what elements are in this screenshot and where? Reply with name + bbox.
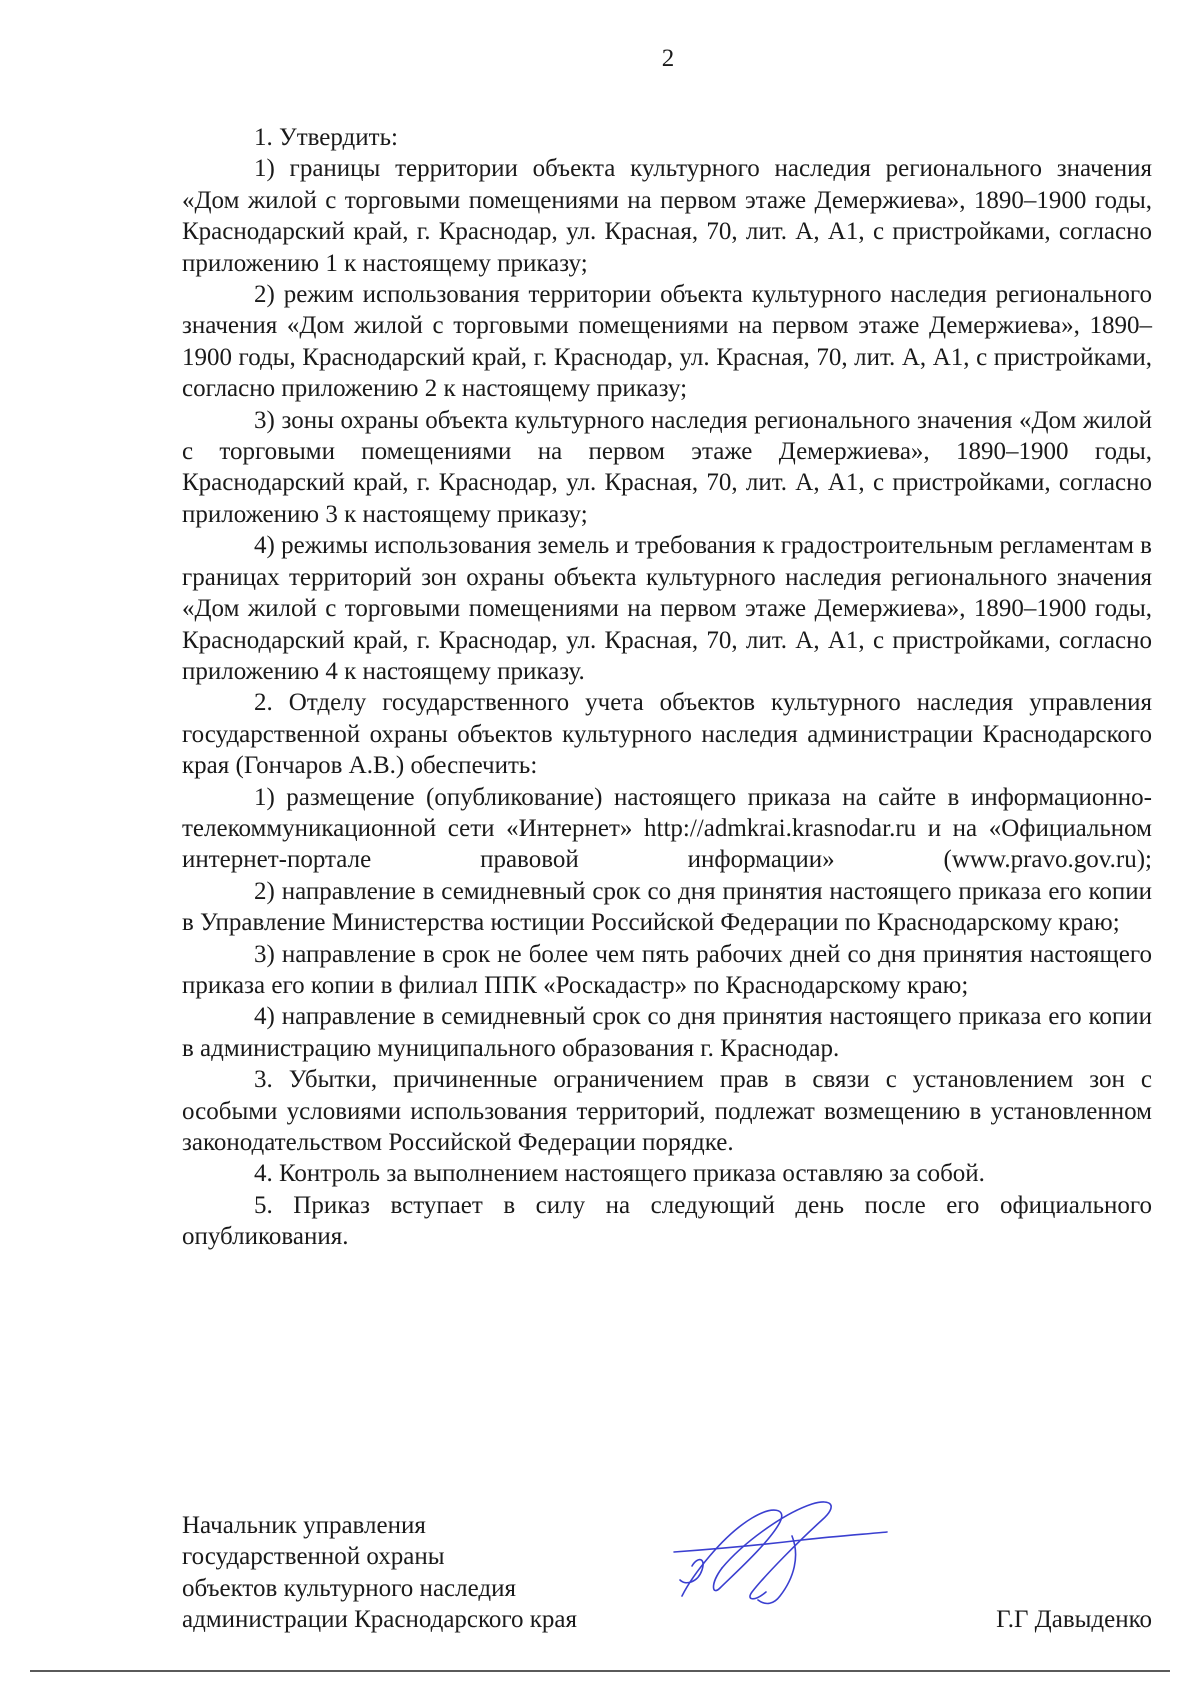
signer-name: Г.Г Давыденко — [996, 1606, 1152, 1633]
paragraph-land-use-regimes: 4) режимы использования земель и требования к градостроительным регламентам в границах территорий зон охраны объекта культурного наследия регионального значения «Дом жилой с торговыми помещениями на первом этаже Демержиева», 1890–1900 годы, Краснодарский край, г. Краснодар, ул. Красная, 70, лит. А, А1, с пристройками, согласно приложению 4 к настоящему приказу. — [182, 532, 1152, 685]
signer-position-line: объектов культурного наследия — [182, 1574, 516, 1602]
paragraph-territory-boundaries: 1) границы территории объекта культурного наследия регионального значения «Дом жилой с торговыми помещениями на первом этаже Демержиева», 1890–1900 годы, Краснодарский край, г. Краснодар, ул. Красная, 70, лит. А, А1, с пристройками, согласно приложению 1 к настоящему приказу; — [182, 155, 1152, 277]
paragraph-protection-zones: 3) зоны охраны объекта культурного наследия регионального значения «Дом жилой с торговыми помещениями на первом этаже Демержиева», 1890–1900 годы, Краснодарский край, г. Краснодар, ул. Красная, 70, лит. А, А1, с пристройками, согласно приложению 3 к настоящему приказу; — [182, 406, 1152, 528]
paragraph-cadastre-copy: 3) направление в срок не более чем пять рабочих дней со дня принятия настоящего приказа его копии в филиал ППК «Роскадастр» по Краснодарскому краю; — [182, 940, 1152, 999]
paragraph-entry-into-force: 5. Приказ вступает в силу на следующий день после его официального опубликования. — [182, 1191, 1152, 1251]
bottom-rule — [30, 1670, 1170, 1672]
handwritten-signature — [662, 1496, 892, 1612]
order-body — [182, 122, 1152, 1253]
paragraph-approve-heading: 1. Утвердить: — [254, 124, 398, 151]
paragraph-compensation: 3. Убытки, причиненные ограничением прав в связи с установлением зон с особыми условиями использования территорий, подлежат возмещению в установленном законодательством Российской Федерации порядке. — [182, 1066, 1152, 1156]
paragraph-department-instruction: 2. Отделу государственного учета объектов культурного наследия управления государственной охраны объектов культурного наследия администрации Краснодарского края (Гончаров А.В.) обеспечить: — [182, 689, 1152, 780]
page-number: 2 — [661, 45, 675, 72]
paragraph-municipality-copy: 4) направление в семидневный срок со дня принятия настоящего приказа его копии в администрацию муниципального образования г. Краснодар. — [182, 1003, 1152, 1062]
signer-position-line: государственной охраны — [182, 1543, 445, 1571]
paragraph-territory-regime: 2) режим использования территории объекта культурного наследия регионального значения «Дом жилой с торговыми помещениями на первом этаже Демержиева», 1890–1900 годы, Краснодарский край, г. Краснодар, ул. Красная, 70, лит. А, А1, с пристройками, согласно приложению 2 к настоящему приказу; — [182, 281, 1152, 403]
paragraph-publication: 1) размещение (опубликование) настоящего приказа на сайте в информационно-телекоммуникационной сети «Интернет» http://admkrai.krasnodar.ru и на «Официальном интернет-портале правовой информации» (www.pravo.gov.ru); — [182, 783, 1152, 874]
signature-block — [182, 1510, 1152, 1640]
signer-position-line: администрации Краснодарского края — [182, 1606, 578, 1634]
paragraph-ministry-copy: 2) направление в семидневный срок со дня принятия настоящего приказа его копии в Управление Министерства юстиции Российской Федерации по Краснодарскому краю; — [182, 877, 1152, 937]
paragraph-control: 4. Контроль за выполнением настоящего приказа оставляю за собой. — [254, 1160, 985, 1188]
signer-position-line: Начальник управления — [182, 1512, 426, 1539]
